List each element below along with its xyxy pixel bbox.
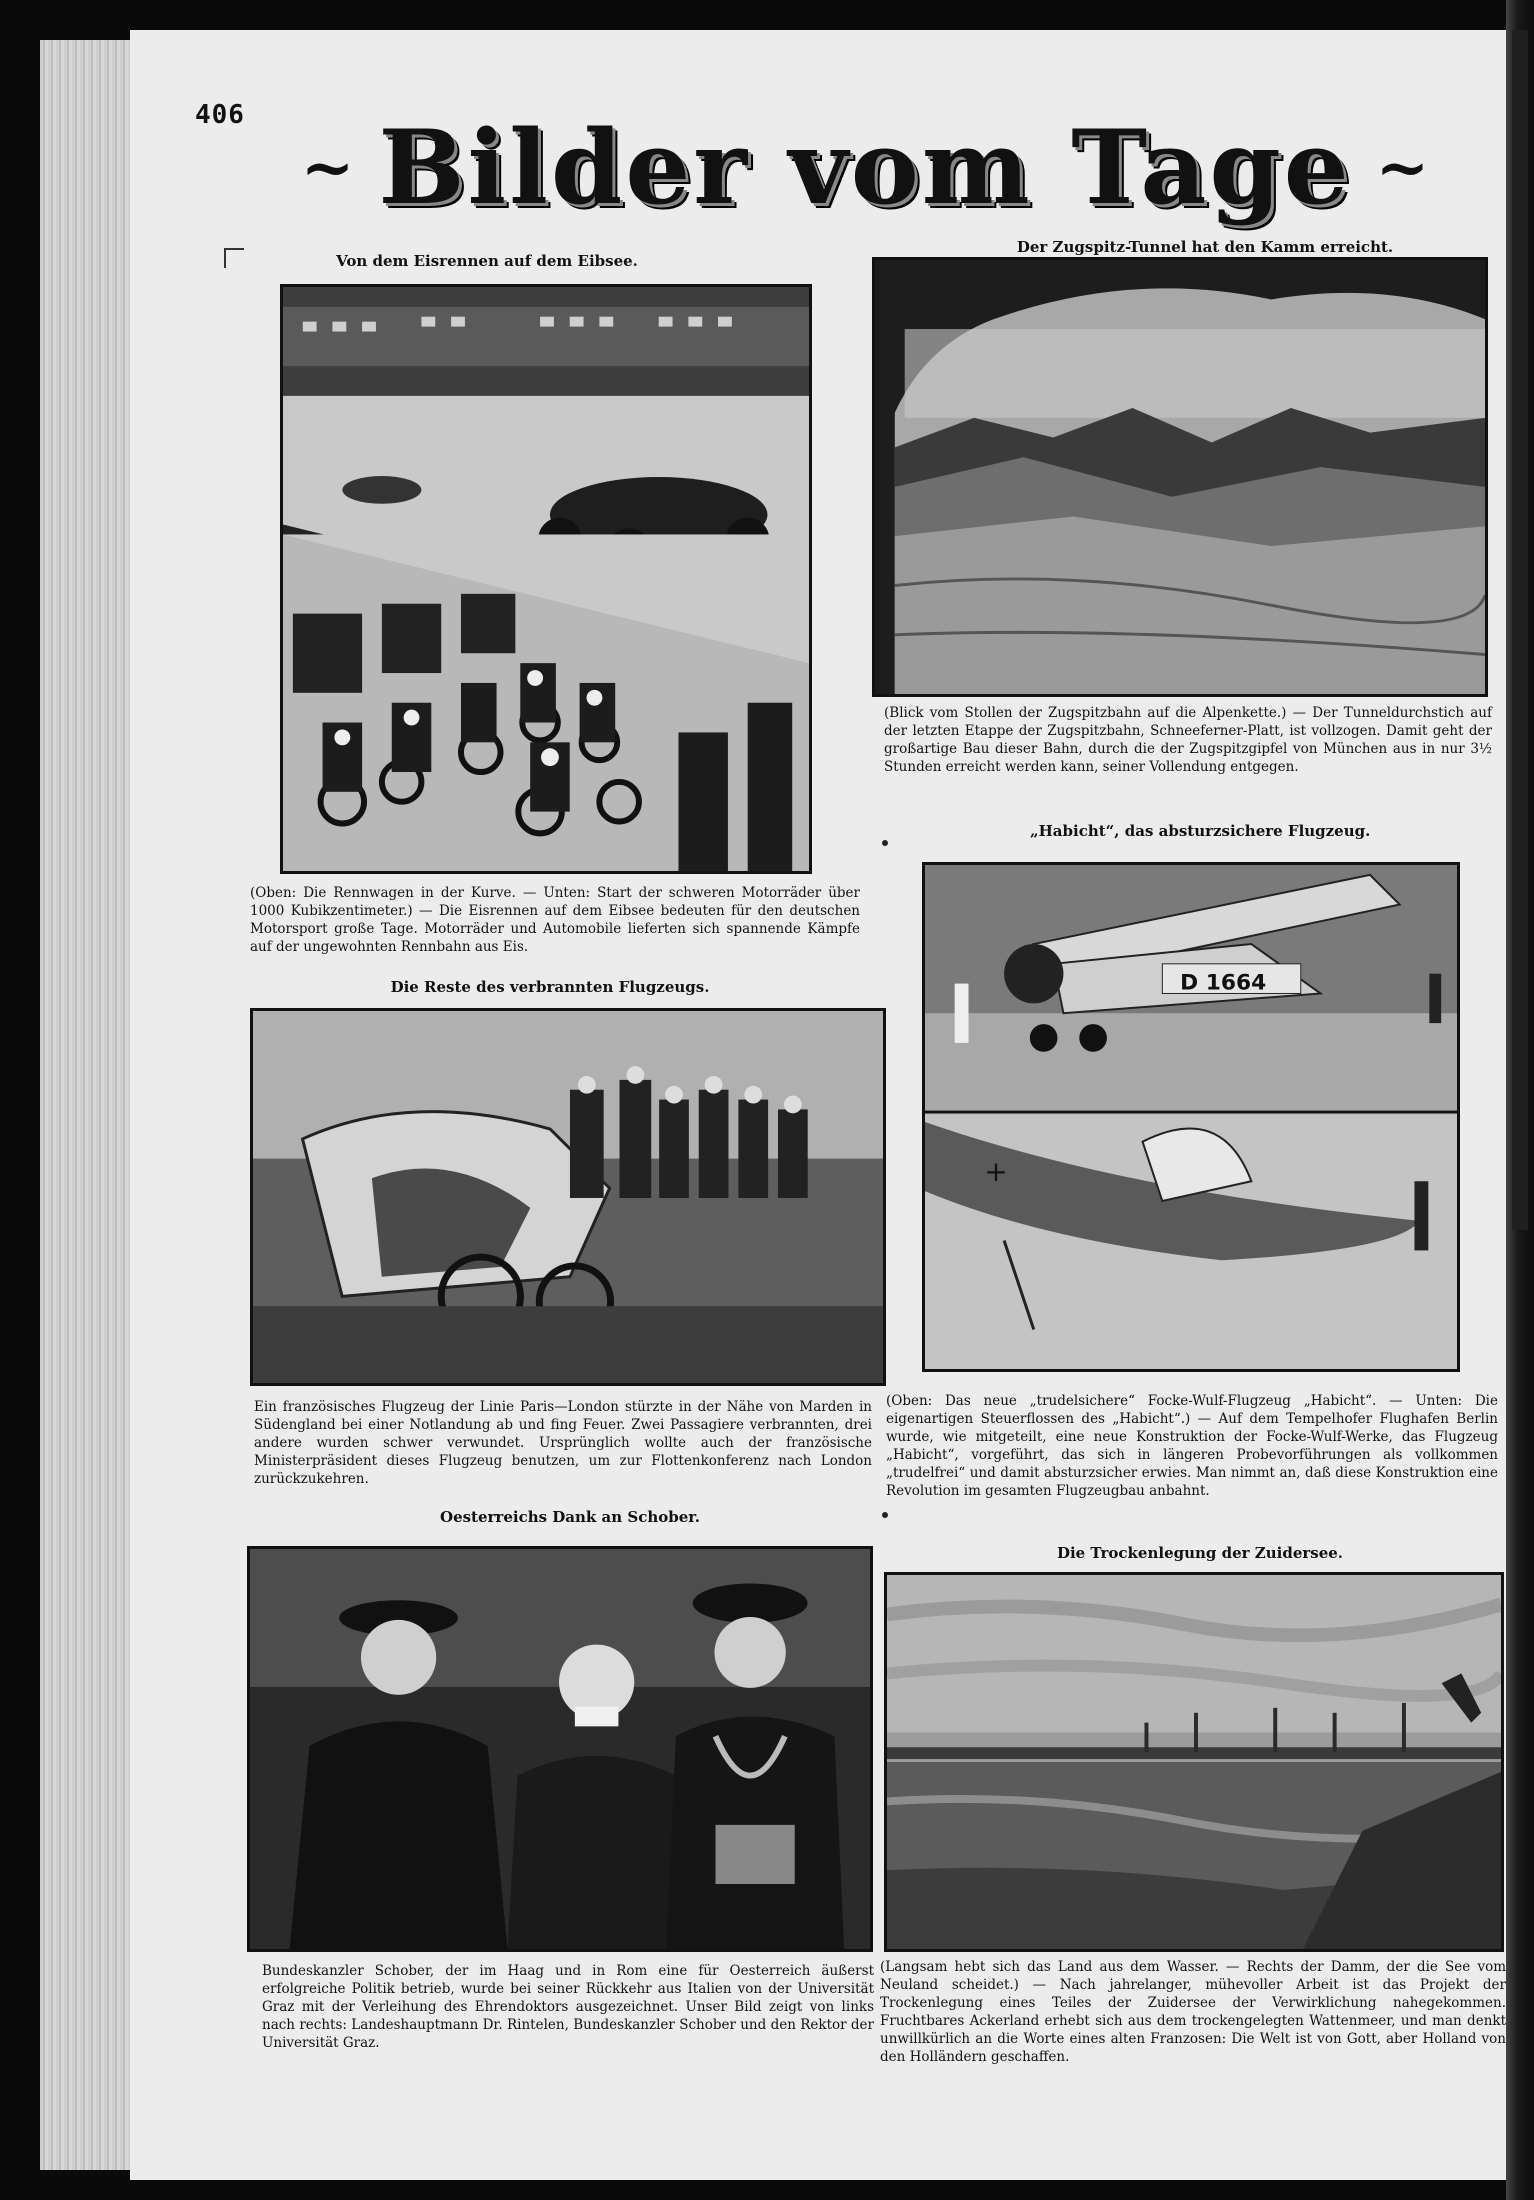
headline-schober: Oesterreichs Dank an Schober. [440,1508,701,1526]
headline-eisrennen: Von dem Eisrennen auf dem Eibsee. [336,252,638,270]
photo-zuidersee [884,1572,1504,1952]
caption-flugzeug: Ein französisches Flugzeug der Linie Paris—London stürzte in der Nähe von Marden in Südengland bei einer Notlandung ab und fing Feuer. Zwei Passagiere verbrannten, drei andere wurden schwer verwundet. Ursprünglich wollte auch der französische Ministerpräsident dieses Flugzeug benutzen, um zur Flottenkonferenz nach London zurückzukehren. [254,1399,872,1487]
caption-schober: Bundeskanzler Schober, der im Haag und in Rom eine für Oesterreich äußerst erfolgreiche Politik betrieb, wurde bei seiner Rückkehr aus Italien von der Universität Graz mit der Verleihung des Ehrendoktors ausgezeichnet. Unser Bild zeigt von links nach rechts: Landeshauptmann Dr. Rintelen, Bundeskanzler Schober und den Rektor der Universität Graz. [262,1963,874,2051]
print-corner-mark [224,248,244,268]
ornament-left: ~ [300,130,355,205]
page-title: Bilder vom Tage [378,108,1352,228]
headline-habicht: „Habicht“, das absturzsichere Flugzeug. [1030,822,1371,840]
caption-zugspitz: (Blick vom Stollen der Zugspitzbahn auf die Alpenkette.) — Der Tunneldurchstich auf der letzten Etappe der Zugspitzbahn, Schneeferner-Platt, ist vollzogen. Damit geht der großartige Bau dieser Bahn, durch die der Zugspitzgipfel von München aus in nur 3½ Stunden erreicht werden kann, seiner Vollendung entgegen. [884,705,1492,775]
page-number: 406 [195,100,245,130]
register-dot [882,1512,888,1518]
binding-shadow [1512,30,1528,1230]
headline-flugzeug: Die Reste des verbrannten Flugzeugs. [390,978,710,996]
photo-flugzeug [250,1008,886,1386]
page-stack-edge [40,40,142,2170]
caption-zuidersee: (Langsam hebt sich das Land aus dem Wasser. — Rechts der Damm, der die See vom Neuland scheidet.) — Nach jahrelanger, mühevoller Arbeit ist das Projekt der Trockenlegung eines Teiles der Zuidersee der Verwirklichung nahegekommen. Fruchtbares Ackerland erhebt sich aus dem trockengelegten Wattenmeer, und man denkt unwillkürlich an die Worte eines alten Franzosen: Die Welt ist von Gott, aber Holland von den Holländern geschaffen. [880,1959,1506,2065]
caption-habicht: (Oben: Das neue „trudelsichere“ Focke-Wulf-Flugzeug „Habicht“. — Unten: Die eigenartigen Steuerflossen des „Habicht“.) — Auf dem Tempelhofer Flughafen Berlin wurde, wie mitgeteilt, eine neue Konstruktion der Focke-Wulf-Werke, das Flugzeug „Habicht“, vorgeführt, das sich in längeren Probevorführungen als vollkommen „trudelfrei“ und damit absturzsicher erwies. Man nimmt an, daß diese Konstruktion eine Revolution im gesamten Flugzeugbau anbahnt. [886,1393,1498,1499]
caption-eisrennen: (Oben: Die Rennwagen in der Kurve. — Unten: Start der schweren Motorräder über 1000 Kubikzentimeter.) — Die Eisrennen auf dem Eibsee bedeuten für den deutschen Motorsport große Tage. Motorräder und Automobile lieferten sich spannende Kämpfe auf der ungewohnten Rennbahn aus Eis. [250,885,860,955]
photo-schober [247,1546,873,1952]
svg-text:+: + [984,1155,1008,1189]
headline-zugspitz: Der Zugspitz-Tunnel hat den Kamm erreicht. [1016,238,1394,256]
photo-zugspitz [872,257,1488,697]
ornament-right: ~ [1375,130,1430,205]
headline-zuidersee: Die Trockenlegung der Zuidersee. [1056,1544,1344,1562]
photo-eisrennen [280,284,812,874]
plane-registration: D 1664 [1180,970,1267,996]
register-dot [882,840,888,846]
photo-habicht [922,862,1460,1372]
masthead [300,108,1430,228]
